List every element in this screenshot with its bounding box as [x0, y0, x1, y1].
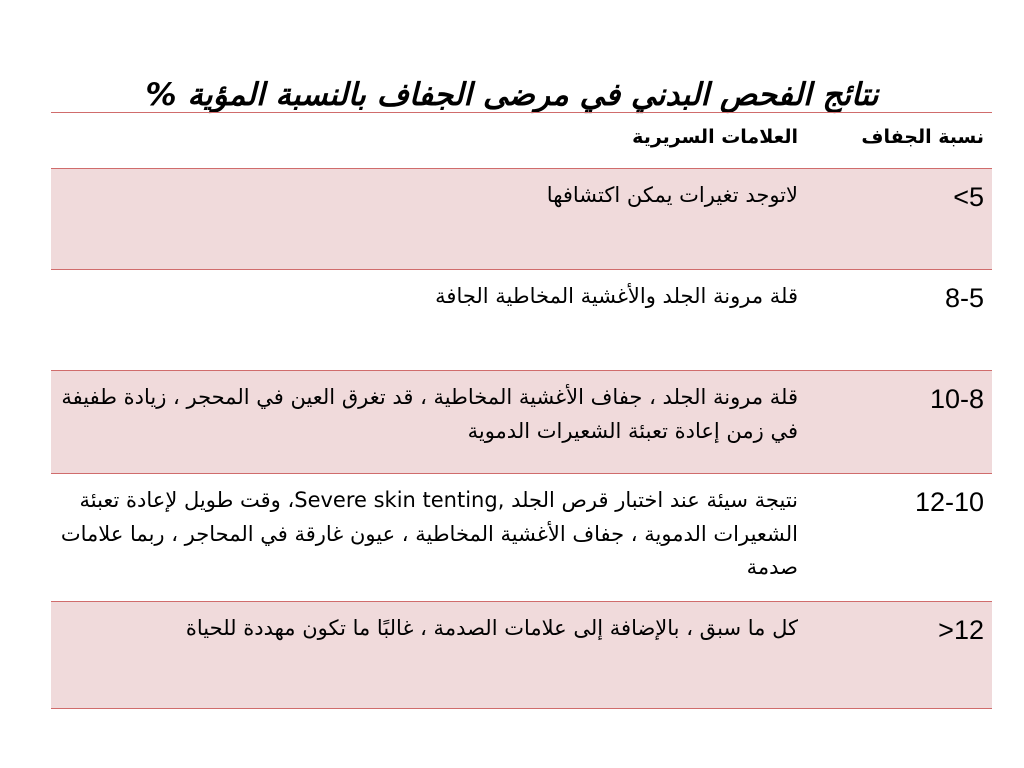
page-title: نتائج الفحص البدني في مرضى الجفاف بالنسبة المؤية %: [145, 76, 879, 113]
signs-text-end: ، وقت طويل لإعادة تعبئة الشعيرات الدموية ، جفاف الأغشية المخاطية ، عيون غارقة في المحاجر ، ربما علامات صدمة: [60, 488, 798, 580]
clinical-signs-cell: كل ما سبق ، بالإضافة إلى علامات الصدمة ، غالبًا ما تكون مهددة للحياة: [185, 616, 798, 640]
clinical-signs-cell: [51, 474, 806, 602]
english-term: Severe skin tenting,: [294, 488, 505, 512]
percentage-cell: 5>: [953, 182, 984, 212]
table-row: [51, 602, 992, 709]
percentage-cell: 8-5: [944, 283, 984, 313]
percentage-cell: 12-10: [914, 487, 984, 517]
percentage-cell: 10-8: [929, 384, 984, 414]
header-percentage: نسبة الجفاف: [861, 126, 984, 148]
clinical-signs-cell: لاتوجد تغيرات يمكن اكتشافها: [546, 183, 798, 207]
table-row: [51, 474, 992, 602]
table-row: [51, 169, 992, 270]
percentage-cell: 12<: [938, 615, 984, 645]
signs-text-start: نتيجة سيئة عند اختبار قرص الجلد: [511, 488, 798, 512]
table-row: [51, 270, 992, 371]
header-clinical-signs: العلامات السريرية: [632, 126, 798, 148]
table-row: [51, 371, 992, 474]
clinical-signs-cell: قلة مرونة الجلد ، جفاف الأغشية المخاطية ، قد تغرق العين في المحجر ، زيادة طفيفة في زمن إعادة تعبئة الشعيرات الدموية: [61, 385, 798, 443]
dehydration-signs-table: [51, 112, 992, 709]
clinical-signs-cell: قلة مرونة الجلد والأغشية المخاطية الجافة: [435, 284, 798, 308]
table-header-row: [51, 113, 992, 169]
